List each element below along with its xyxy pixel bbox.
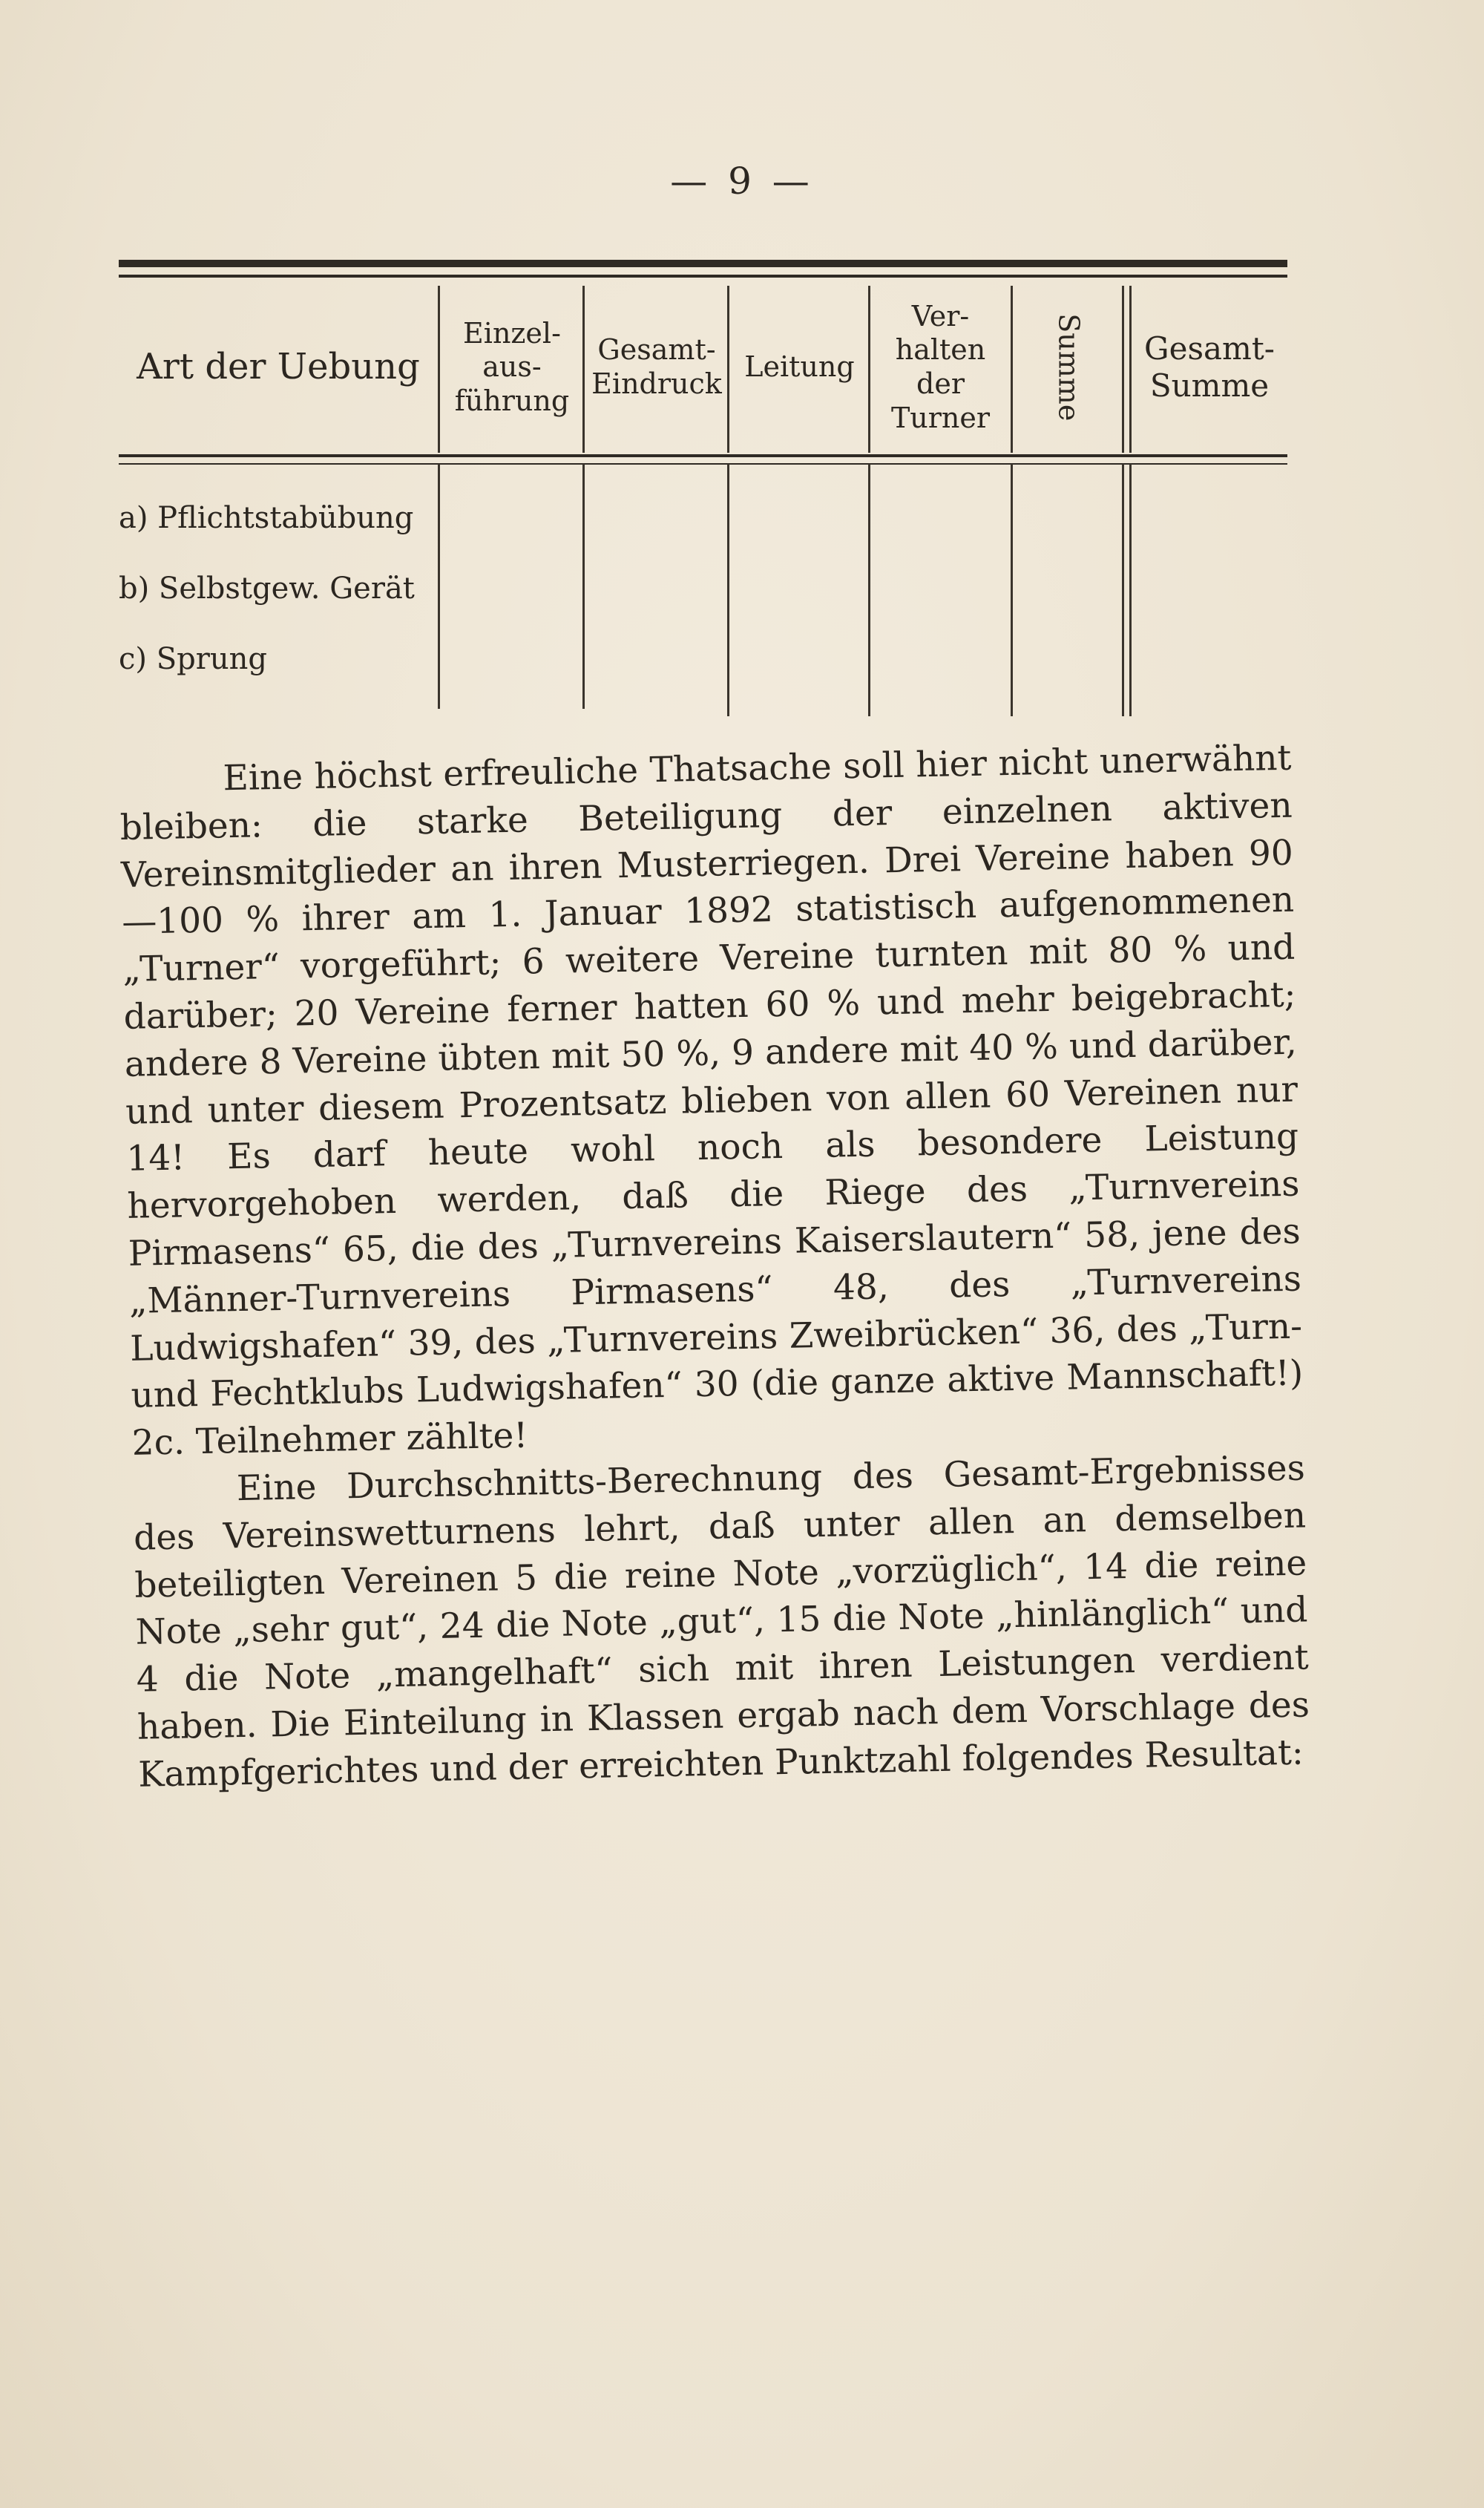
col-divider [727,286,729,453]
table-top-rule-thin [119,275,1287,278]
header-gesamt-eindruck: Gesamt- Eindruck [591,333,722,400]
body-text [119,735,1311,1799]
table-header-rule-thin [119,463,1287,465]
table-header-rule [119,454,1287,457]
paragraph-durchschnitt: Eine Durchschnitts-Berechnung des Gesamt-Ergebnisses des Vereinswetturnens lehrt, daß unter allen an demselben beteiligten Vereinen 5 die reine Note „vorzüglich“, 14 die reine Note „sehr gut“, 24 die Note „gut“, 15 die Note „hinlänglich“ und 4 die Note „mangelhaft“ sich mit ihren Leistungen verdient haben. Die Einteilung in Klassen ergab nach dem Vorschlage des Kampfgerichtes und der erreichten Punktzahl folgendes Resultat: [133,1447,1310,1795]
col-divider [1011,464,1013,716]
row-label-selbstgew-geraet: b) Selbstgew. Gerät [119,572,415,606]
col-divider [868,286,870,453]
header-summe [1013,282,1124,453]
col-divider [1011,286,1013,453]
header-einzelausfuehrung: Einzel- aus- führung [454,316,570,417]
row-label-sprung: c) Sprung [119,642,267,676]
table-top-rule-thick [119,260,1287,267]
col-divider [582,464,585,709]
col-divider [1122,286,1124,453]
col-divider [438,464,440,709]
header-verhalten-der-turner: Ver- halten der Turner [890,299,991,434]
col-divider [582,286,585,453]
col-divider [868,464,870,716]
header-summe-text: Summe [1052,313,1086,422]
header-gesamt-summe: Gesamt- Summe [1144,330,1275,404]
header-art-der-uebung: Art der Uebung [137,346,420,388]
header-leitung: Leitung [744,350,855,384]
paragraph-beteiligung: Eine höchst erfreuliche Thatsache soll hier nicht unerwähnt bleiben: die starke Beteiligung der einzelnen aktiven Vereinsmitglieder an ihren Musterriegen. Drei Vereine haben 90—100 % ihrer am 1. Januar 1892 statistisch aufgenommenen „Turner“ vorgeführt; 6 weitere Vereine turnten mit 80 % und darüber; 20 Vereine ferner hatten 60 % und mehr beigebracht; andere 8 Vereine übten mit 50 %, 9 andere mit 40 % und darüber, und unter diesem Prozentsatz blieben von allen 60 Vereinen nur 14! Es darf heute wohl noch als besondere Leistung hervorgehoben werden, daß die Riege des „Turnvereins Pirmasens“ 65, die des „Turnvereins Kaiserslautern“ 58, jene des „Männer-Turnvereins Pirmasens“ 48, des „Turnvereins Ludwigshafen“ 39, des „Turnvereins Zweibrücken“ 36, des „Turn- und Fechtklubs Ludwigshafen“ 30 (die ganze aktive Mannschaft!) 2c. Teilnehmer zählte! [119,737,1304,1464]
page-number: — 9 — [670,160,814,203]
col-divider [438,286,440,453]
row-label-pflichtstabuebung: a) Pflichtstabübung [119,501,414,535]
col-divider [1129,464,1132,716]
col-divider [727,464,729,716]
col-divider [1129,286,1132,453]
col-divider [1122,464,1124,716]
